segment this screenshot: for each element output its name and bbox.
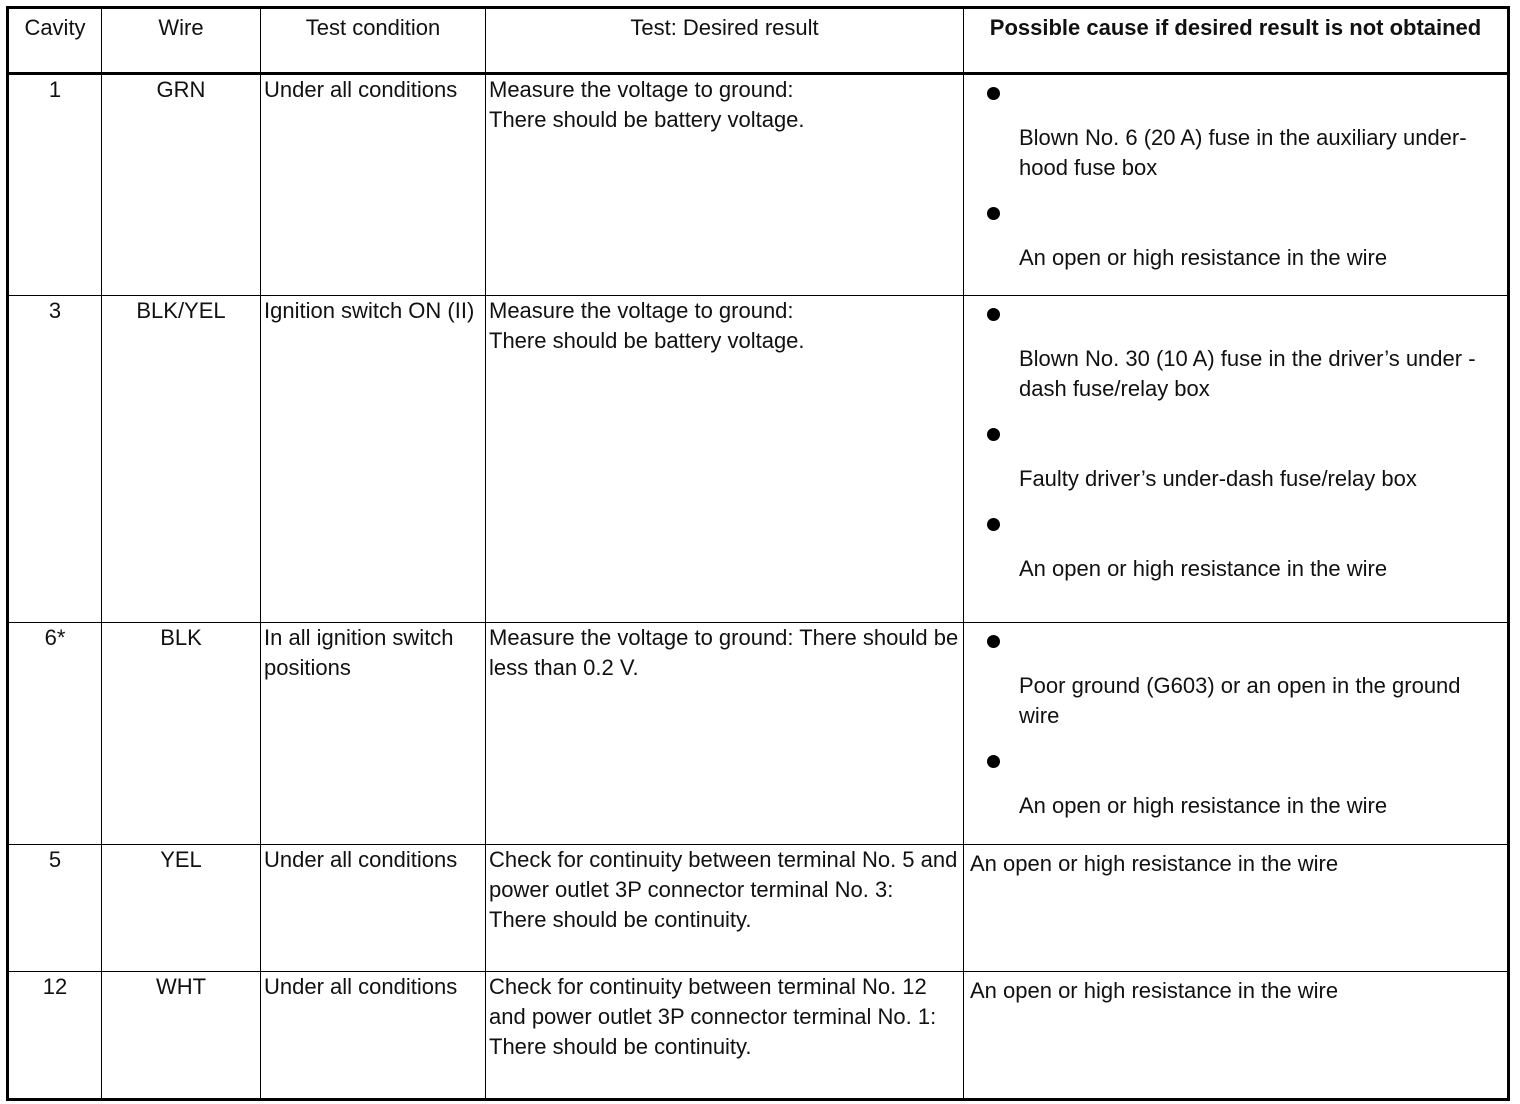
cause-text: An open or high resistance in the wire	[1019, 245, 1388, 270]
bullet-icon	[987, 428, 1000, 441]
cause-text: Poor ground (G603) or an open in the ground wire	[1019, 673, 1461, 728]
cavity-cell: 12	[8, 972, 102, 1100]
bullet-icon	[987, 518, 1000, 531]
cause-text: Faulty driver’s under-dash fuse/relay box	[1019, 466, 1417, 491]
desired-result-cell	[486, 845, 964, 972]
result-line: There should be battery voltage.	[489, 328, 805, 353]
bullet-icon	[987, 755, 1000, 768]
table-row	[8, 845, 1509, 972]
bullet-icon	[987, 87, 1000, 100]
test-condition-cell: Under all conditions	[261, 845, 486, 972]
header-wire: Wire	[102, 8, 261, 74]
result-line: Measure the voltage to ground: There should be less than 0.2 V.	[489, 625, 959, 680]
wire-cell: WHT	[102, 972, 261, 1100]
cause-text: Blown No. 30 (10 A) fuse in the driver’s under -dash fuse/relay box	[1019, 346, 1476, 401]
cause-item	[967, 743, 1504, 821]
cause-item	[967, 623, 1504, 731]
possible-cause-cell	[964, 623, 1509, 845]
header-desired-result: Test: Desired result	[486, 8, 964, 74]
test-condition-cell: Ignition switch ON (II)	[261, 296, 486, 623]
possible-cause-cell	[964, 972, 1509, 1100]
wire-cell: BLK/YEL	[102, 296, 261, 623]
desired-result-cell	[486, 74, 964, 296]
result-line: Check for continuity between terminal No. 5 and power outlet 3P connector terminal No. 3:	[489, 847, 958, 902]
cause-text: An open or high resistance in the wire	[970, 978, 1339, 1003]
cause-text: An open or high resistance in the wire	[970, 851, 1339, 876]
wire-cell: GRN	[102, 74, 261, 296]
bullet-icon	[987, 207, 1000, 220]
diagnostic-table	[6, 6, 1510, 1101]
header-possible-cause: Possible cause if desired result is not obtained	[964, 8, 1509, 74]
header-row	[8, 8, 1509, 74]
header-test-condition: Test condition	[261, 8, 486, 74]
cause-item	[967, 296, 1504, 404]
wire-cell: YEL	[102, 845, 261, 972]
test-condition-cell: Under all conditions	[261, 972, 486, 1100]
desired-result-cell	[486, 972, 964, 1100]
cause-text: An open or high resistance in the wire	[1019, 556, 1388, 581]
desired-result-cell	[486, 623, 964, 845]
test-condition-cell: Under all conditions	[261, 74, 486, 296]
table-row	[8, 972, 1509, 1100]
result-line: There should be battery voltage.	[489, 107, 805, 132]
test-condition-cell: In all ignition switch positions	[261, 623, 486, 845]
header-cavity: Cavity	[8, 8, 102, 74]
cavity-cell: 6*	[8, 623, 102, 845]
possible-cause-cell	[964, 74, 1509, 296]
cavity-cell: 3	[8, 296, 102, 623]
cavity-cell: 1	[8, 74, 102, 296]
desired-result-cell	[486, 296, 964, 623]
result-line: Measure the voltage to ground:	[489, 298, 794, 323]
table-row	[8, 74, 1509, 296]
cause-text: Blown No. 6 (20 A) fuse in the auxiliary under-hood fuse box	[1019, 125, 1467, 180]
cause-text: An open or high resistance in the wire	[1019, 793, 1388, 818]
wire-cell: BLK	[102, 623, 261, 845]
cavity-cell: 5	[8, 845, 102, 972]
result-line: There should be continuity.	[489, 1034, 752, 1059]
possible-cause-cell	[964, 845, 1509, 972]
possible-cause-cell	[964, 296, 1509, 623]
cause-item	[967, 195, 1504, 273]
result-line: Check for continuity between terminal No. 12 and power outlet 3P connector terminal No. 1:	[489, 974, 937, 1029]
cause-item	[967, 75, 1504, 183]
bullet-icon	[987, 308, 1000, 321]
cause-item	[967, 416, 1504, 494]
bullet-icon	[987, 635, 1000, 648]
result-line: Measure the voltage to ground:	[489, 77, 794, 102]
table-row	[8, 296, 1509, 623]
cause-item	[967, 506, 1504, 584]
result-line: There should be continuity.	[489, 907, 752, 932]
table-row	[8, 623, 1509, 845]
